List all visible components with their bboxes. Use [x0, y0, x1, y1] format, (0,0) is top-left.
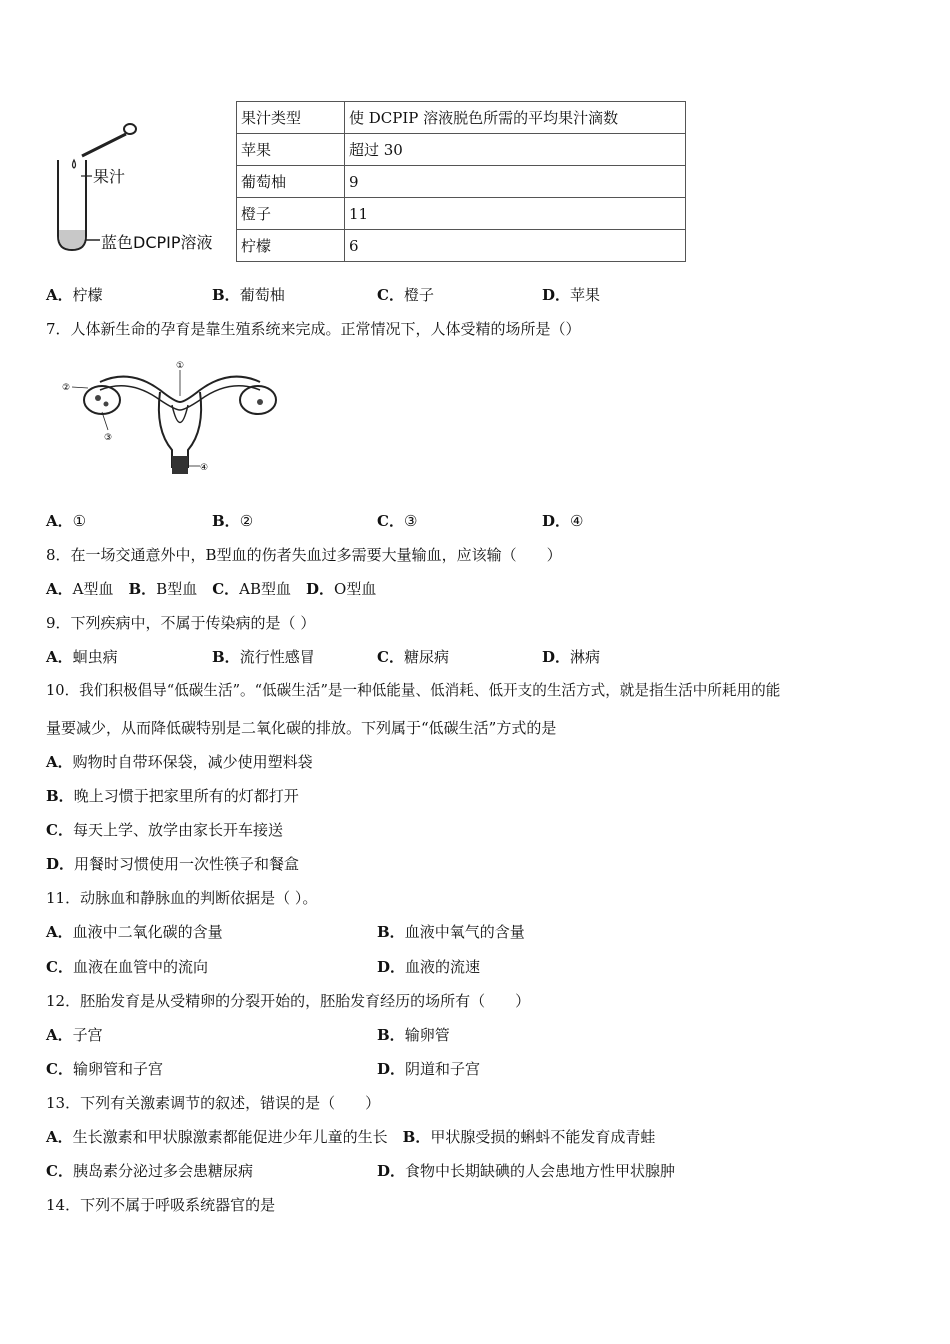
option-a[interactable]: A．子宫	[46, 1026, 103, 1044]
table-cell: 超过 30	[345, 134, 686, 166]
option-c[interactable]: C．AB型血	[212, 580, 307, 598]
option-b[interactable]: B．甲状腺受损的蝌蚪不能发育成青蛙	[402, 1128, 656, 1146]
table-row	[237, 230, 686, 262]
option-c[interactable]: C．橙子	[377, 286, 434, 304]
option-c[interactable]: C．输卵管和子宫	[46, 1060, 163, 1078]
figure-label-3: ③	[104, 433, 113, 443]
table-row	[237, 166, 686, 198]
question-11-stem: 11．动脉血和静脉血的判断依据是（ ）。	[46, 889, 318, 907]
table-header-cell: 果汁类型	[237, 102, 345, 134]
question-7-stem: 7．人体新生命的孕育是靠生殖系统来完成。正常情况下，人体受精的场所是（）	[46, 320, 581, 338]
option-d[interactable]: D．淋病	[542, 648, 601, 666]
option-c[interactable]: C．糖尿病	[377, 648, 449, 666]
question-12-stem: 12．胚胎发育是从受精卵的分裂开始的，胚胎发育经历的场所有（ ）	[46, 992, 531, 1010]
option-b[interactable]: B．B型血	[128, 580, 213, 598]
option-d[interactable]: D．食物中长期缺碘的人会患地方性甲状腺肿	[377, 1162, 676, 1180]
table-row	[237, 198, 686, 230]
question-13-options-row1	[46, 1127, 655, 1147]
option-c[interactable]: C．胰岛素分泌过多会患糖尿病	[46, 1162, 253, 1180]
option-a[interactable]: A．生长激素和甲状腺激素都能促进少年儿童的生长	[46, 1128, 403, 1146]
option-c[interactable]: C．每天上学、放学由家长开车接送	[46, 821, 283, 839]
option-b[interactable]: B．流行性感冒	[212, 648, 315, 666]
table-cell: 葡萄柚	[237, 166, 345, 198]
option-a[interactable]: A．血液中二氧化碳的含量	[46, 923, 223, 941]
option-b[interactable]: B．输卵管	[377, 1026, 450, 1044]
figure-label-1: ①	[176, 361, 185, 371]
reproductive-system-figure	[60, 360, 280, 480]
option-d[interactable]: D．用餐时习惯使用一次性筷子和餐盒	[46, 855, 300, 873]
juice-table	[236, 101, 686, 262]
table-cell: 6	[345, 230, 686, 262]
juice-table-wrapper	[236, 101, 686, 262]
option-b[interactable]: B．血液中氧气的含量	[377, 923, 525, 941]
question-8-stem: 8．在一场交通意外中，B型血的伤者失血过多需要大量输血，应该输（ ）	[46, 546, 562, 564]
option-a[interactable]: A．柠檬	[46, 286, 103, 304]
option-b[interactable]: B．晚上习惯于把家里所有的灯都打开	[46, 787, 299, 805]
option-c[interactable]: C．血液在血管中的流向	[46, 958, 208, 976]
option-a[interactable]: A．购物时自带环保袋，减少使用塑料袋	[46, 753, 313, 771]
option-a[interactable]: A．蛔虫病	[46, 648, 118, 666]
option-b[interactable]: B．葡萄柚	[212, 286, 285, 304]
table-cell: 橙子	[237, 198, 345, 230]
option-d[interactable]: D．血液的流速	[377, 958, 481, 976]
question-10-stem-line1: 10．我们积极倡导“低碳生活”。“低碳生活”是一种低能量、低消耗、低开支的生活方式，就是指生活中所耗用的能	[46, 682, 781, 699]
uterus-drawing	[60, 360, 280, 480]
table-row	[237, 134, 686, 166]
question-9-stem: 9．下列疾病中，不属于传染病的是（ ）	[46, 614, 316, 632]
table-header-row	[237, 102, 686, 134]
tube-label: 蓝色DCPIP溶液	[101, 233, 213, 252]
option-b[interactable]: B．②	[212, 512, 254, 530]
table-cell: 9	[345, 166, 686, 198]
table-cell: 苹果	[237, 134, 345, 166]
option-a[interactable]: A．A型血	[46, 580, 129, 598]
table-cell: 柠檬	[237, 230, 345, 262]
table-cell: 11	[345, 198, 686, 230]
dropper-label: 果汁	[93, 167, 126, 186]
table-header-cell: 使 DCPIP 溶液脱色所需的平均果汁滴数	[345, 102, 686, 134]
option-d[interactable]: D．苹果	[542, 286, 601, 304]
question-10-stem-line2: 量要减少，从而降低碳特别是二氧化碳的排放。下列属于“低碳生活”方式的是	[46, 719, 557, 737]
question-14-stem: 14．下列不属于呼吸系统器官的是	[46, 1196, 276, 1214]
option-d[interactable]: D．阴道和子宫	[377, 1060, 481, 1078]
question-8-options	[46, 579, 376, 599]
option-c[interactable]: C．③	[377, 512, 418, 530]
question-13-stem: 13．下列有关激素调节的叙述，错误的是（ ）	[46, 1094, 381, 1112]
option-d[interactable]: D．④	[542, 512, 584, 530]
option-d[interactable]: D．O型血	[306, 580, 377, 598]
figure-label-4: ④	[200, 463, 209, 473]
option-a[interactable]: A．①	[46, 512, 87, 530]
figure-label-2: ②	[62, 383, 71, 393]
